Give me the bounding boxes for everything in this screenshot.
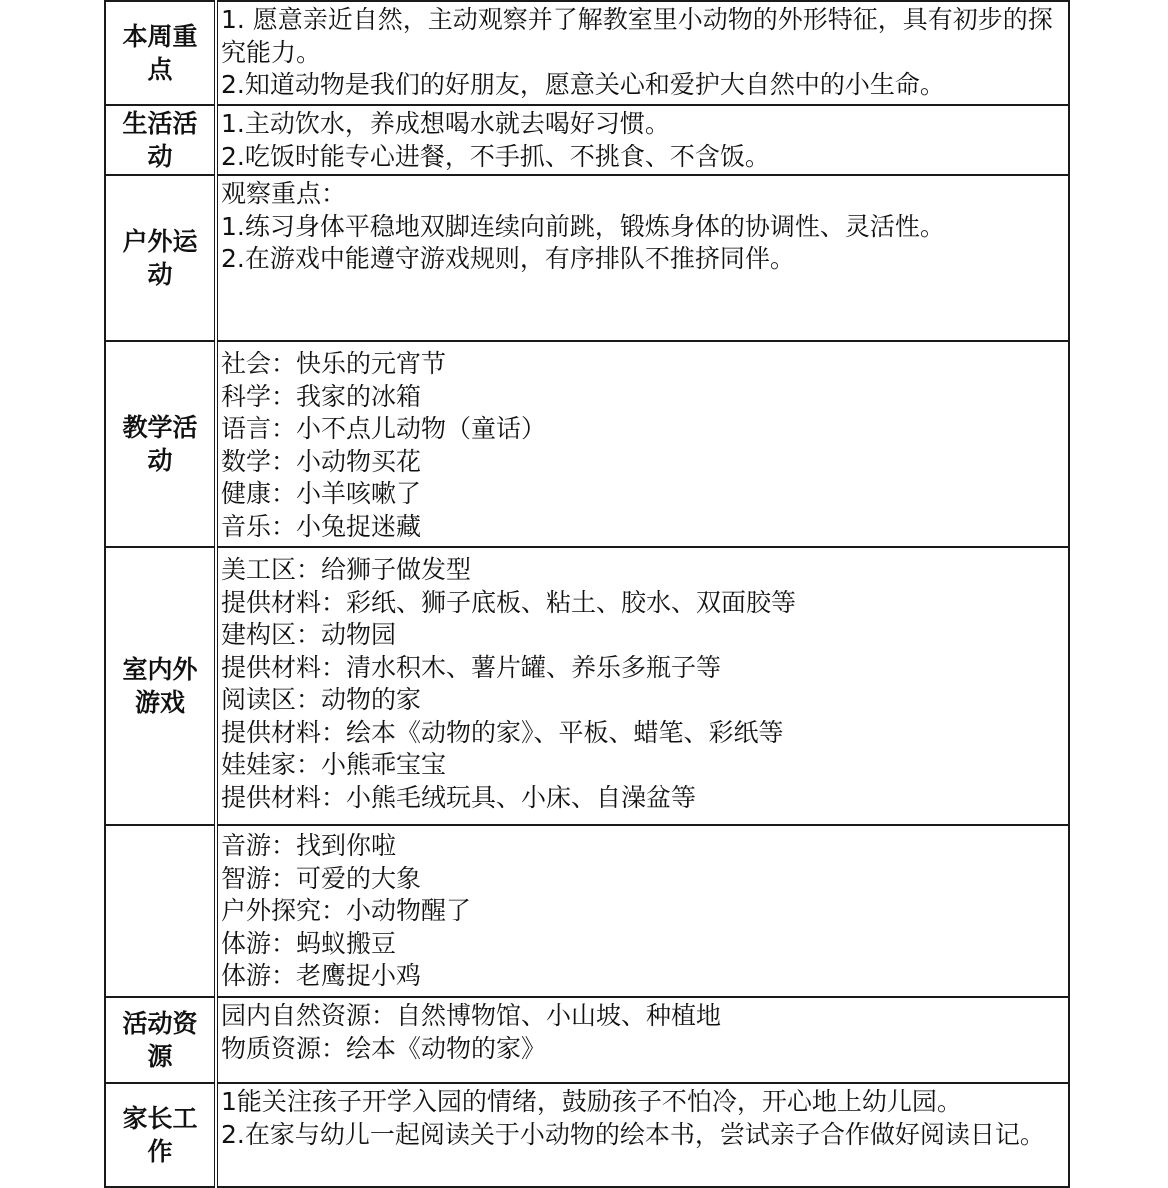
- row-label: 本周重点: [122, 22, 198, 84]
- row-label-cell: [105, 1083, 216, 1187]
- row-label-cell: [105, 341, 216, 547]
- content-line: 提供材料：彩纸、狮子底板、粘土、胶水、双面胶等: [221, 587, 797, 617]
- content-line: 提供材料：小熊毛绒玩具、小床、自澡盆等: [221, 782, 697, 812]
- content-line: 物质资源：绘本《动物的家》: [221, 1033, 547, 1063]
- row-label: 生活活动: [122, 109, 198, 171]
- row-parent-work: [105, 1083, 1069, 1187]
- content-line: 2.吃饭时能专心进餐，不手抓、不挑食、不含饭。: [221, 141, 770, 171]
- row-content-cell: [216, 1083, 1069, 1187]
- content-line: 体游：蚂蚁搬豆: [221, 928, 397, 958]
- content-line: 园内自然资源：自然博物馆、小山坡、种植地: [221, 1001, 722, 1030]
- content-line: 提供材料：绘本《动物的家》、平板、蜡笔、彩纸等: [221, 717, 784, 747]
- content-line: 美工区：给狮子做发型: [221, 555, 472, 584]
- row-label-cell: [105, 175, 216, 341]
- row-label-cell: [105, 997, 216, 1083]
- row-activity-resources: [105, 997, 1069, 1083]
- content-line: 提供材料：清水积木、薯片罐、养乐多瓶子等: [221, 652, 722, 682]
- content-line: 2.知道动物是我们的好朋友，愿意关心和爱护大自然中的小生命。: [221, 70, 945, 99]
- content-line: 娃娃家：小熊乖宝宝: [221, 750, 447, 779]
- row-label: 家长工作: [122, 1104, 198, 1166]
- row-content-cell: [216, 997, 1069, 1083]
- content-line: 体游：老鹰捉小鸡: [221, 961, 422, 990]
- weekly-plan-table: [104, 0, 1070, 1188]
- row-label: 活动资源: [122, 1009, 198, 1071]
- row-content-cell: [216, 341, 1069, 547]
- row-label-cell: [105, 547, 216, 825]
- row-label: 室内外游戏: [122, 655, 198, 717]
- row-label: 教学活动: [122, 413, 198, 475]
- content-line: 音游：找到你啦: [221, 831, 397, 860]
- content-line: 数学：小动物买花: [221, 446, 422, 476]
- row-content-cell: [216, 105, 1069, 175]
- row-weekly-focus: [105, 1, 1069, 105]
- row-daily-life: [105, 105, 1069, 175]
- row-label-cell: [105, 825, 216, 997]
- content-line: 1. 愿意亲近自然，主动观察并了解教室里小动物的外形特征，具有初步的探究能力。: [221, 5, 1053, 67]
- content-line: 语言：小不点儿动物（童话）: [221, 414, 547, 443]
- content-line: 观察重点：: [221, 179, 347, 208]
- row-indoor-outdoor-games: [105, 547, 1069, 825]
- row-content-cell: [216, 547, 1069, 825]
- row-label-cell: [105, 1, 216, 105]
- content-line: 社会：快乐的元宵节: [221, 349, 447, 378]
- content-line: 户外探究：小动物醒了: [221, 896, 472, 925]
- content-line: 阅读区：动物的家: [221, 685, 422, 714]
- content-line: 1.练习身体平稳地双脚连续向前跳，锻炼身体的协调性、灵活性。: [221, 211, 945, 241]
- content-line: 音乐：小兔捉迷藏: [221, 511, 422, 541]
- content-line: 2.在游戏中能遵守游戏规则，有序排队不推挤同伴。: [221, 244, 795, 273]
- content-line: 1能关注孩子开学入园的情绪，鼓励孩子不怕冷，开心地上幼儿园。: [221, 1087, 962, 1116]
- row-content-cell: [216, 1, 1069, 105]
- content-line: 1.主动饮水，养成想喝水就去喝好习惯。: [221, 109, 670, 138]
- content-line: 2.在家与幼儿一起阅读关于小动物的绘本书，尝试亲子合作做好阅读日记。: [221, 1119, 1045, 1149]
- content-line: 科学：我家的冰箱: [221, 381, 422, 411]
- row-content-cell: [216, 175, 1069, 341]
- content-line: 智游：可爱的大象: [221, 863, 422, 893]
- row-content-cell: [216, 825, 1069, 997]
- row-outdoor-sports: [105, 175, 1069, 341]
- content-line: 健康：小羊咳嗽了: [221, 479, 422, 508]
- content-line: 建构区：动物园: [221, 620, 397, 649]
- row-game-list: [105, 825, 1069, 997]
- row-label-cell: [105, 105, 216, 175]
- row-teaching-activities: [105, 341, 1069, 547]
- row-label: 户外运动: [122, 227, 198, 289]
